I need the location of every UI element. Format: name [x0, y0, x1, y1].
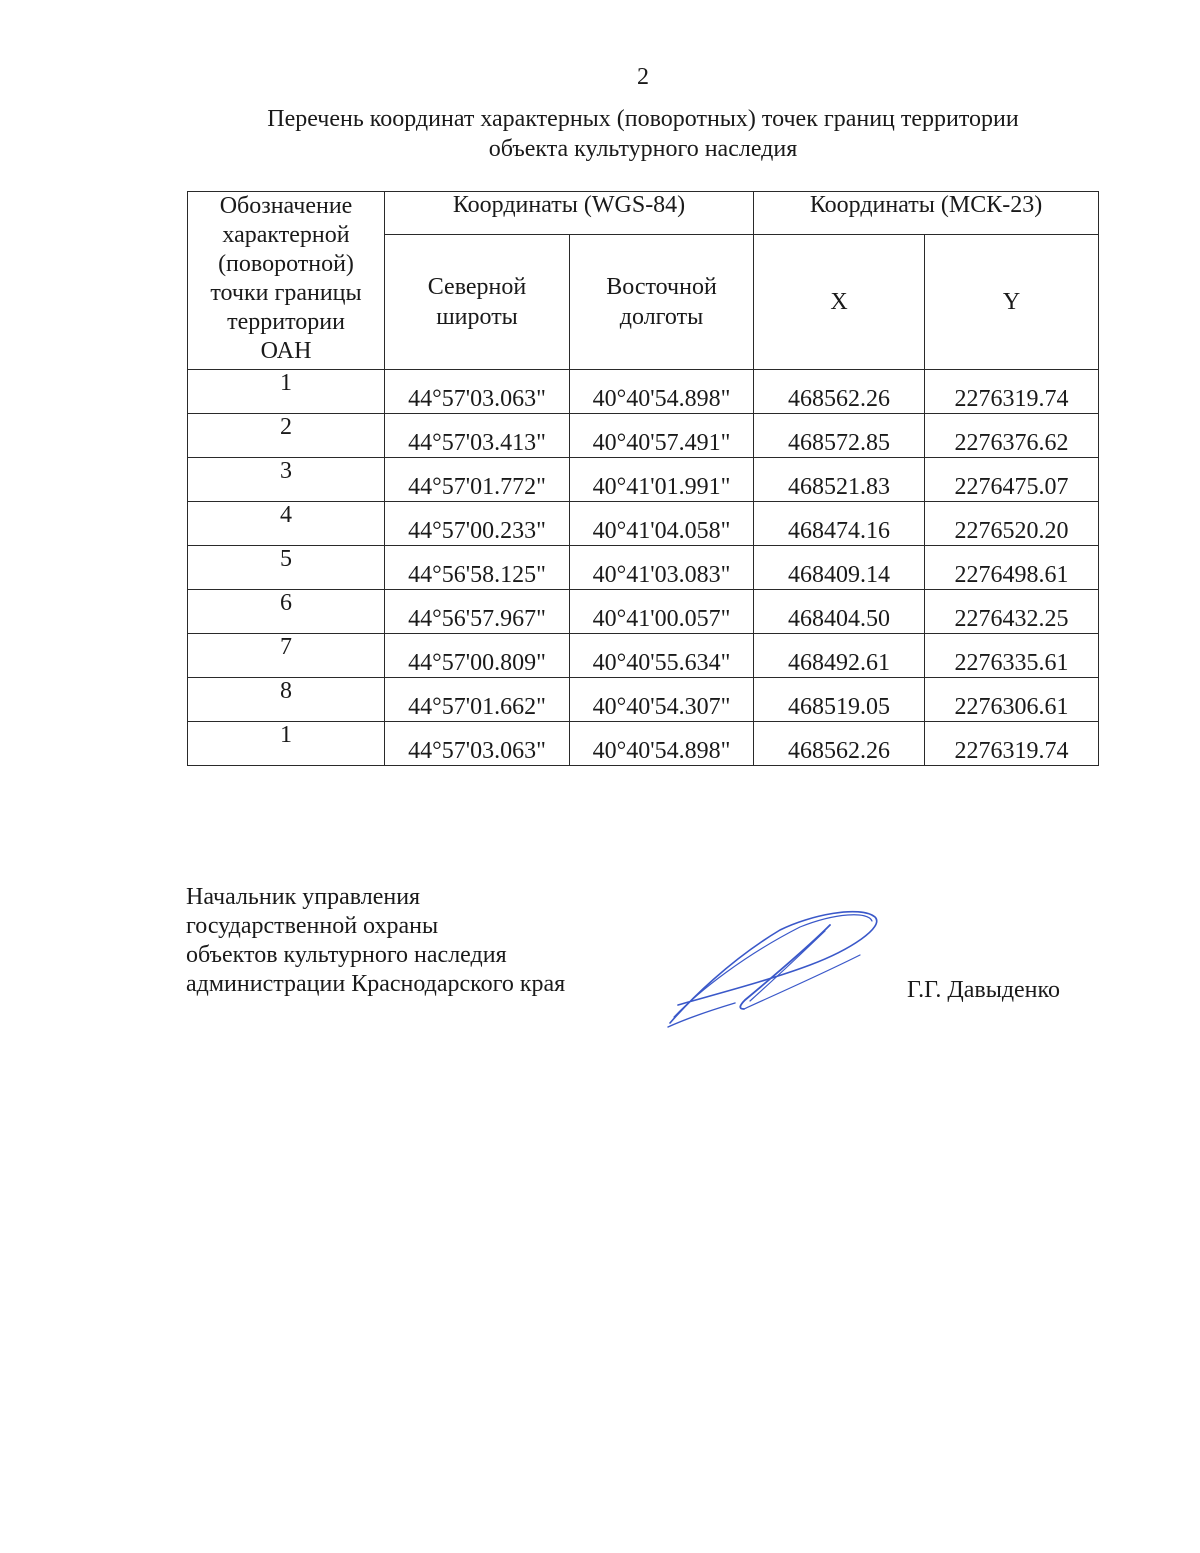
table-row: [188, 414, 1099, 458]
header-designation-line: ОАН: [260, 338, 312, 364]
document-title-line-2: объекта культурного наследия: [488, 136, 798, 162]
cell-y: 2276335.61: [925, 634, 1099, 678]
cell-y: 2276319.74: [925, 722, 1099, 766]
handwritten-signature: [660, 905, 885, 1035]
table-row: [188, 722, 1099, 766]
coordinates-table: [187, 191, 1099, 766]
signer-position-line: администрации Краснодарского края: [186, 971, 566, 997]
cell-point: 1: [188, 722, 385, 766]
cell-y: 2276520.20: [925, 502, 1099, 546]
cell-x: 468474.16: [754, 502, 925, 546]
cell-latitude: 44°57'00.809": [385, 634, 570, 678]
cell-point: 6: [188, 590, 385, 634]
header-designation-line: характерной: [222, 222, 350, 248]
header-longitude: [570, 235, 754, 370]
cell-x: 468404.50: [754, 590, 925, 634]
cell-longitude: 40°41'00.057": [570, 590, 754, 634]
cell-longitude: 40°40'57.491": [570, 414, 754, 458]
table-body: [188, 370, 1099, 766]
table-header-row-1: [188, 192, 1099, 235]
cell-latitude: 44°57'01.772": [385, 458, 570, 502]
cell-latitude: 44°57'00.233": [385, 502, 570, 546]
cell-x: 468519.05: [754, 678, 925, 722]
header-longitude-line: долготы: [619, 304, 704, 330]
table-row: [188, 634, 1099, 678]
cell-latitude: 44°56'58.125": [385, 546, 570, 590]
header-designation-line: точки границы: [210, 280, 362, 306]
cell-y: 2276498.61: [925, 546, 1099, 590]
cell-y: 2276376.62: [925, 414, 1099, 458]
document-title-line-1: Перечень координат характерных (поворотных) точек границ территории: [267, 106, 1019, 132]
header-latitude: [385, 235, 570, 370]
cell-point: 8: [188, 678, 385, 722]
cell-longitude: 40°40'54.898": [570, 370, 754, 414]
cell-latitude: 44°56'57.967": [385, 590, 570, 634]
header-latitude-line: широты: [436, 304, 518, 330]
header-msk23-group: Координаты (МСК-23): [754, 192, 1099, 235]
header-designation-line: Обозначение: [219, 193, 353, 219]
header-designation-line: (поворотной): [218, 251, 354, 277]
table-row: [188, 590, 1099, 634]
cell-latitude: 44°57'03.063": [385, 370, 570, 414]
cell-x: 468409.14: [754, 546, 925, 590]
cell-point: 7: [188, 634, 385, 678]
cell-y: 2276432.25: [925, 590, 1099, 634]
cell-point: 1: [188, 370, 385, 414]
header-x: X: [754, 235, 925, 370]
table-row: [188, 546, 1099, 590]
table-row: [188, 678, 1099, 722]
signature-block: [186, 883, 565, 999]
cell-x: 468521.83: [754, 458, 925, 502]
cell-latitude: 44°57'03.063": [385, 722, 570, 766]
cell-x: 468562.26: [754, 722, 925, 766]
page-number: 2: [637, 64, 649, 90]
cell-longitude: 40°41'01.991": [570, 458, 754, 502]
header-y: Y: [925, 235, 1099, 370]
cell-point: 4: [188, 502, 385, 546]
header-designation-line: территории: [227, 309, 345, 335]
header-designation: [188, 192, 385, 370]
table-row: [188, 502, 1099, 546]
table-row: [188, 370, 1099, 414]
cell-longitude: 40°40'55.634": [570, 634, 754, 678]
cell-longitude: 40°41'03.083": [570, 546, 754, 590]
cell-latitude: 44°57'01.662": [385, 678, 570, 722]
table-row: [188, 458, 1099, 502]
cell-x: 468572.85: [754, 414, 925, 458]
cell-x: 468562.26: [754, 370, 925, 414]
signer-position-line: государственной охраны: [186, 913, 439, 939]
cell-y: 2276475.07: [925, 458, 1099, 502]
cell-y: 2276306.61: [925, 678, 1099, 722]
cell-point: 5: [188, 546, 385, 590]
cell-longitude: 40°40'54.307": [570, 678, 754, 722]
signer-position-line: объектов культурного наследия: [186, 942, 507, 968]
signer-name: Г.Г. Давыденко: [907, 977, 1060, 1003]
cell-y: 2276319.74: [925, 370, 1099, 414]
cell-latitude: 44°57'03.413": [385, 414, 570, 458]
signer-position-line: Начальник управления: [186, 884, 421, 910]
document-title: [0, 104, 1200, 164]
cell-point: 2: [188, 414, 385, 458]
header-latitude-line: Северной: [427, 274, 527, 300]
cell-longitude: 40°40'54.898": [570, 722, 754, 766]
cell-x: 468492.61: [754, 634, 925, 678]
header-longitude-line: Восточной: [606, 274, 717, 300]
header-wgs84-group: Координаты (WGS-84): [385, 192, 754, 235]
cell-longitude: 40°41'04.058": [570, 502, 754, 546]
cell-point: 3: [188, 458, 385, 502]
